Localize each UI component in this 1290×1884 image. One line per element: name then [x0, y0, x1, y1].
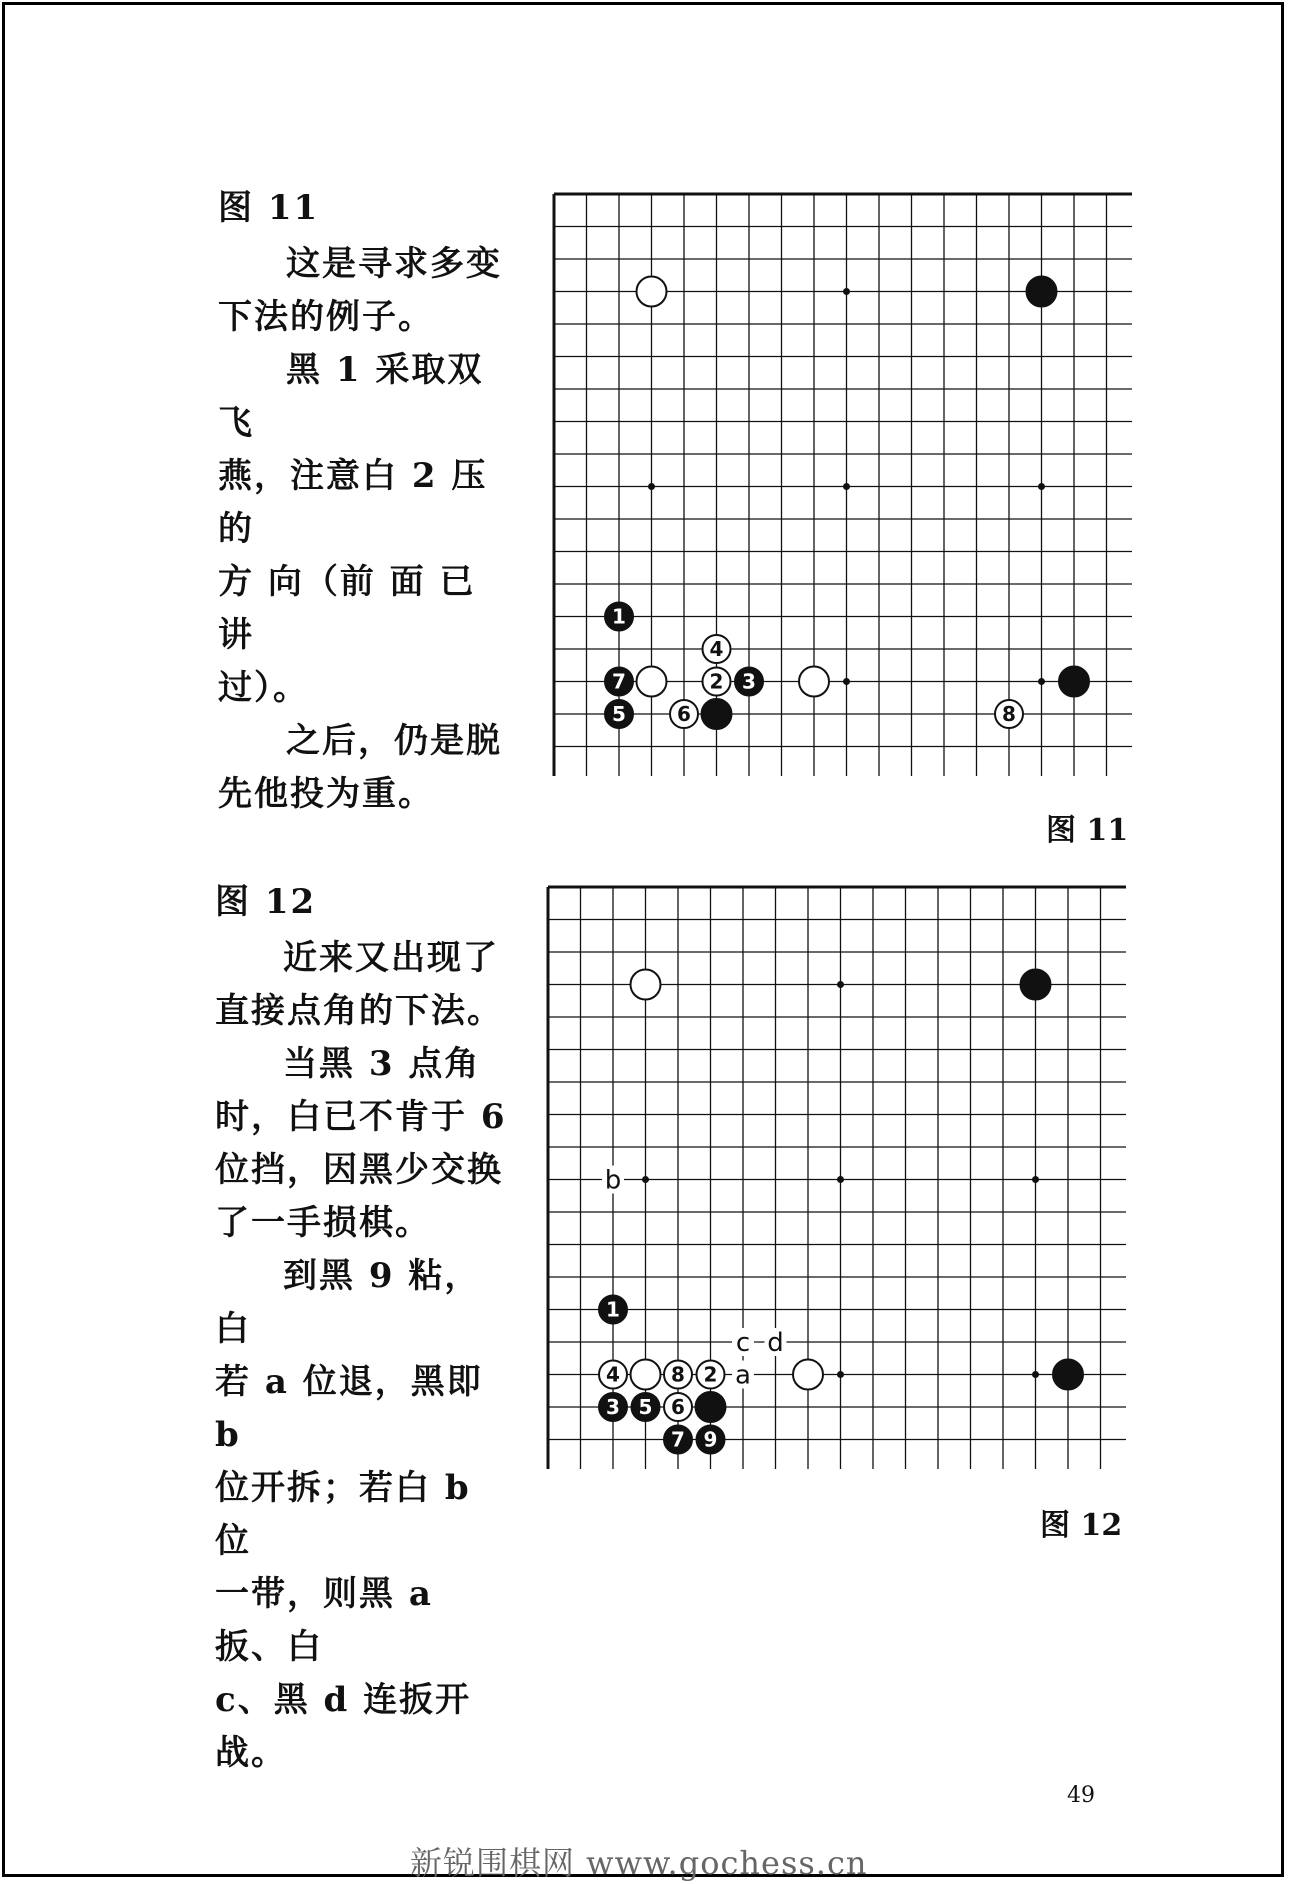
star-point — [1032, 1176, 1039, 1183]
stone-number: 8 — [1002, 702, 1016, 726]
stone-number: 6 — [671, 1395, 685, 1419]
paragraph — [218, 238, 518, 344]
stone-number: 2 — [709, 669, 724, 694]
black-stone — [1053, 1360, 1083, 1390]
star-point — [843, 288, 850, 295]
figure12-caption: 图 12 — [1040, 1508, 1123, 1543]
stone-number: 9 — [703, 1427, 718, 1452]
board-letter: d — [767, 1328, 784, 1358]
star-point — [837, 1371, 844, 1378]
figure11-text — [218, 182, 518, 821]
text-line: 之后，仍是脱 — [286, 721, 502, 761]
text-line: 方 向（前 面 已 讲 — [218, 562, 476, 655]
star-point — [1038, 678, 1045, 685]
stone-number: 6 — [677, 702, 691, 726]
text-line: 时，白已不肯于 6 — [215, 1097, 507, 1137]
star-point — [1038, 483, 1045, 490]
board-letter: c — [735, 1328, 751, 1358]
stone-number: 4 — [709, 637, 724, 661]
board-letter: a — [735, 1360, 751, 1391]
figure12-heading: 图 12 — [215, 882, 317, 922]
stone-number: 1 — [606, 1297, 620, 1322]
page-number: 49 — [1067, 1783, 1095, 1808]
figure12-text — [215, 876, 510, 1780]
text-line: 这是寻求多变 — [286, 244, 502, 284]
stone-number: 4 — [606, 1362, 620, 1387]
text-line: 位开拆；若白 b 位 — [215, 1468, 471, 1561]
stone-number: 5 — [612, 702, 626, 726]
figure11-heading: 图 11 — [218, 188, 320, 228]
text-line: c、黑 d 连扳开战。 — [215, 1680, 472, 1773]
stone-number: 5 — [638, 1395, 653, 1419]
text-line: 下法的例子。 — [218, 297, 434, 337]
paragraph — [218, 344, 518, 715]
text-line: 当黑 3 点角 — [283, 1044, 481, 1084]
black-stone — [696, 1392, 726, 1422]
paragraph — [215, 1250, 510, 1780]
text-line: 先他投为重。 — [218, 774, 434, 814]
stone-number: 1 — [612, 604, 626, 629]
stone-number: 7 — [612, 669, 626, 694]
stone-number: 8 — [671, 1362, 685, 1387]
stone-number: 7 — [671, 1427, 685, 1452]
watermark: 新锐围棋网 www.gochess.cn — [410, 1844, 868, 1882]
text-line: 燕，注意白 2 压的 — [218, 456, 488, 549]
stone-number: 2 — [703, 1362, 718, 1387]
paragraph — [215, 932, 510, 1038]
figure11-caption: 图 11 — [1046, 813, 1129, 848]
star-point — [837, 1176, 844, 1183]
star-point — [843, 678, 850, 685]
stone-number: 3 — [606, 1395, 620, 1419]
white-stone — [799, 667, 829, 697]
star-point — [1032, 1371, 1039, 1378]
figure12-paragraphs — [215, 932, 510, 1780]
black-stone — [1059, 667, 1089, 697]
star-point — [837, 981, 844, 988]
black-stone — [1021, 970, 1051, 1000]
white-stone — [637, 277, 667, 307]
star-point — [843, 483, 850, 490]
board-letter: b — [604, 1165, 622, 1196]
white-stone — [631, 1360, 661, 1390]
white-stone — [637, 667, 667, 697]
text-line: 直接点角的下法。 — [215, 991, 503, 1031]
text-line: 过）。 — [218, 668, 309, 708]
black-stone — [1027, 277, 1057, 307]
text-line: 若 a 位退，黑即 b — [215, 1362, 483, 1455]
paragraph — [215, 1038, 510, 1250]
stone-number: 3 — [742, 669, 756, 694]
figure12-go-board — [546, 885, 1126, 1469]
figure11-paragraphs — [218, 238, 518, 821]
black-stone — [702, 699, 732, 729]
star-point — [642, 1176, 649, 1183]
star-point — [648, 483, 655, 490]
text-line: 近来又出现了 — [283, 938, 499, 978]
text-line: 到黑 9 粘，白 — [215, 1256, 481, 1349]
white-stone — [793, 1360, 823, 1390]
figure11-go-board — [552, 192, 1132, 776]
text-line: 位挡，因黑少交换 — [215, 1150, 503, 1190]
text-line: 了一手损棋。 — [215, 1203, 431, 1243]
text-line: 一带，则黑 a 扳、白 — [215, 1574, 433, 1667]
text-line: 黑 1 采取双飞 — [218, 350, 484, 443]
white-stone — [631, 970, 661, 1000]
paragraph — [218, 715, 518, 821]
